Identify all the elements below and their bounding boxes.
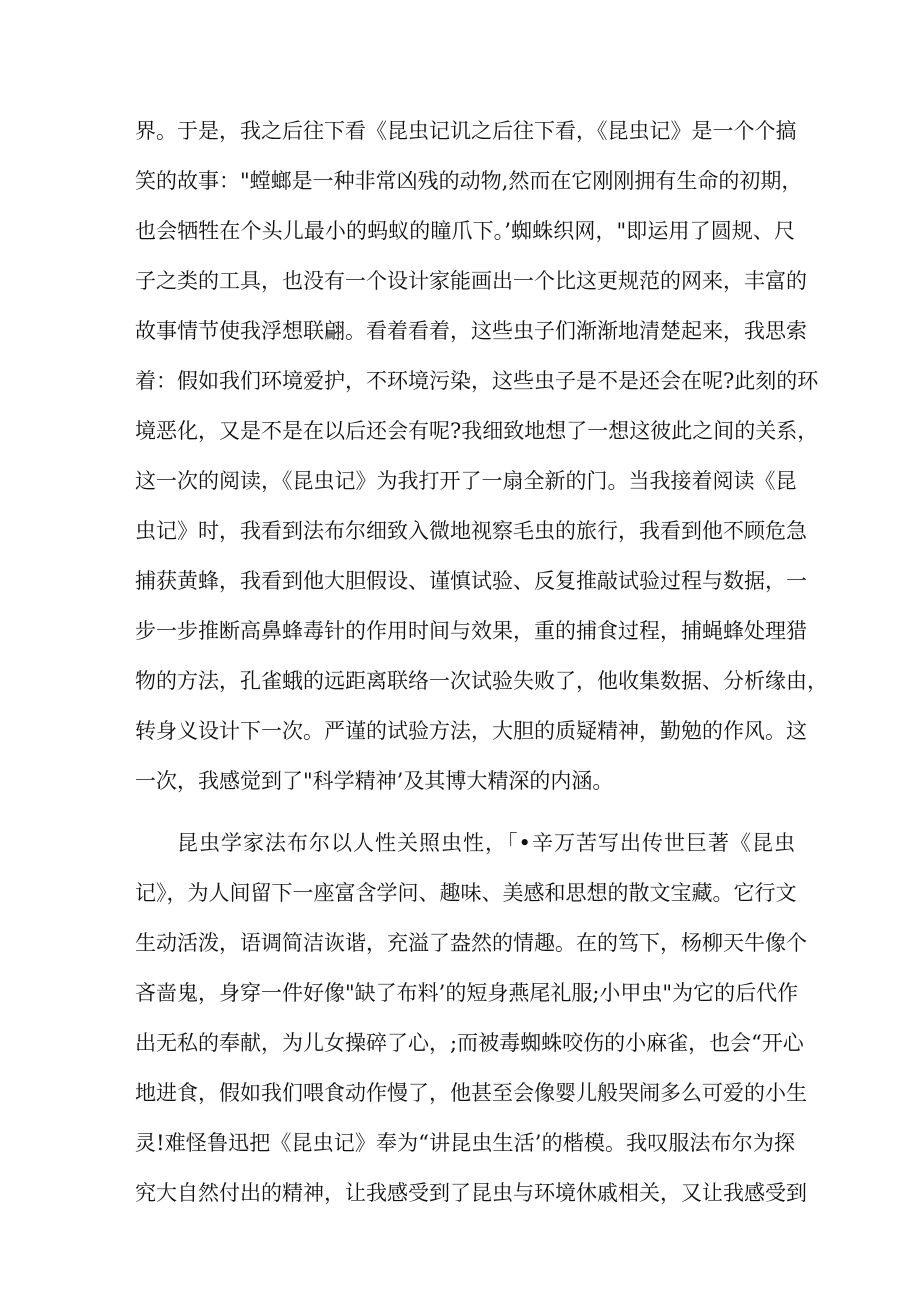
paragraph-2-line-8: 究大自然付出的精神，让我感受到了昆虫与环境休戚相关，又让我感受到 — [135, 1181, 807, 1205]
paragraph-2-line-3: 生动活泼，语调简洁诙谐，充溢了盎然的情趣。在的笃下，杨柳天牛像个 — [135, 931, 807, 955]
paragraph-1-line-9: 虫记》时，我看到法布尔细致入微地视察毛虫的旅行，我看到他不顾危急 — [135, 519, 807, 543]
paragraph-1-line-4: 子之类的工具，也没有一个设计家能画出一个比这更规范的网来，丰富的 — [135, 269, 807, 293]
paragraph-2-line-2: 记》，为人间留下一座富含学问、趣味、美感和思想的散文宝藏。它行文 — [135, 881, 797, 905]
paragraph-2-line-4: 吝啬鬼，身穿一件好像"缺了布料’的短身燕尾礼服;小甲虫"为它的后代作 — [135, 981, 799, 1005]
paragraph-1-line-6: 着：假如我们环境爱护，不环境污染，这些虫子是不是还会在呢?此刻的环 — [135, 369, 819, 393]
paragraph-2-line-5: 出无私的奉献，为儿女操碎了心，;而被毒蜘蛛咬伤的小麻雀，也会“开心 — [135, 1031, 804, 1055]
paragraph-1-line-5: 故事情节使我浮想联翩。看着看着，这些虫子们渐渐地清楚起来，我思索 — [135, 319, 807, 343]
paragraph-2-line-1: 昆虫学家法布尔以人性关照虫性，「•辛万苦写出传世巨著《昆虫 — [177, 831, 795, 855]
paragraph-1-line-8: 这一次的阅读，《昆虫记》为我打开了一扇全新的门。当我接着阅读《昆 — [135, 469, 797, 493]
paragraph-1-line-13: 转身义设计下一次。严谨的试验方法，大胆的质疑精神，勤勉的作风。这 — [135, 719, 807, 743]
paragraph-1-line-1: 界。于是，我之后往下看《昆虫记讥之后往下看，《昆虫记》是一个个搞 — [135, 119, 797, 143]
paragraph-2-line-6: 地进食，假如我们喂食动作慢了，他甚至会像婴儿般哭闹多么可爱的小生 — [135, 1081, 807, 1105]
paragraph-1-line-11: 步一步推断高鼻蜂毒针的作用时间与效果，重的捕食过程，捕蝇蜂处理猎 — [135, 619, 807, 643]
paragraph-1-line-2: 笑的故事："螳螂是一种非常凶残的动物,然而在它刚刚拥有生命的初期， — [135, 169, 803, 193]
paragraph-2-line-7: 灵!难怪鲁迅把《昆虫记》奉为“讲昆虫生活’的楷模。我叹服法布尔为探 — [135, 1131, 795, 1155]
paragraph-1-line-14: 一次，我感觉到了"科学精神’及其博大精深的内涵。 — [135, 769, 614, 793]
paragraph-1-line-12: 物的方法，孔雀蛾的远距离联络一次试验失败了，他收集数据、分析缘由， — [135, 669, 828, 693]
paragraph-1-line-3: 也会牺牲在个头儿最小的蚂蚁的瞳爪下。’蜘蛛织网，"即运用了圆规、尺 — [135, 219, 795, 243]
paragraph-1-line-10: 捕获黄蜂，我看到他大胆假设、谨慎试验、反复推敲试验过程与数据，一 — [135, 569, 807, 593]
paragraph-1-line-7: 境恶化，又是不是在以后还会有呢?我细致地想了一想这彼此之间的关系， — [135, 419, 819, 443]
